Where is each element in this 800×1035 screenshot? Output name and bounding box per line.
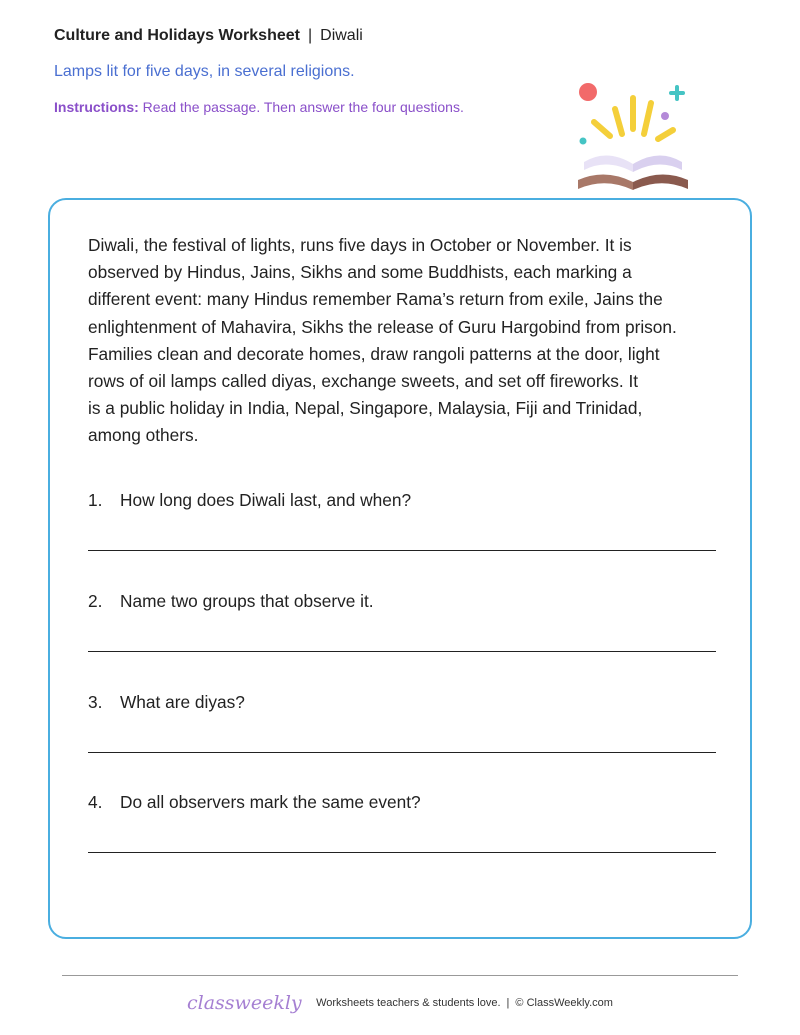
footer-tagline	[316, 997, 613, 1009]
answer-line-2[interactable]	[88, 651, 716, 652]
question-text: Name two groups that observe it.	[120, 591, 374, 611]
passage-line: observed by Hindus, Jains, Sikhs and some Buddhists, each marking a	[88, 262, 632, 283]
instructions	[54, 98, 574, 116]
question-text: Do all observers mark the same event?	[120, 792, 421, 812]
worksheet-title: Culture and Holidays Worksheet	[54, 27, 300, 44]
passage-line: Families clean and decorate homes, draw rangoli patterns at the door, light	[88, 343, 660, 364]
title-line	[54, 26, 574, 46]
footer-separator: |	[506, 997, 510, 1009]
passage-line: rows of oil lamps called diyas, exchange sweets, and set off fireworks. It	[88, 371, 639, 392]
answer-line-1[interactable]	[88, 550, 716, 551]
red-dot	[579, 83, 597, 101]
passage-line: Diwali, the festival of lights, runs five days in October or November. It is	[88, 235, 632, 255]
copyright: © ClassWeekly.com	[515, 997, 613, 1009]
question-text: How long does Diwali last, and when?	[120, 490, 412, 510]
open-book-with-sparkles-icon	[572, 76, 696, 200]
question-number: 4.	[88, 792, 103, 812]
passage-line: enlightenment of Mahavira, Sikhs the release of Guru Hargobind from prison.	[88, 316, 677, 337]
footer-divider	[62, 975, 738, 976]
passage	[88, 232, 728, 450]
brand-logo: classweekly	[187, 992, 302, 1014]
question-number: 1.	[88, 490, 103, 510]
title-separator: |	[307, 27, 313, 44]
question-3	[88, 691, 716, 713]
question-number: 2.	[88, 591, 103, 611]
worksheet-header	[54, 26, 574, 116]
answer-line-3[interactable]	[88, 752, 716, 753]
worksheet-subtitle: Lamps lit for five days, in several religions.	[54, 63, 355, 80]
passage-line: different event: many Hindus remember Rama’s return from exile, Jains the	[88, 289, 663, 310]
passage-card	[48, 198, 752, 939]
question-4	[88, 791, 716, 813]
answer-line-4[interactable]	[88, 852, 716, 853]
teal-plus	[669, 85, 685, 101]
sparkle-rays	[594, 98, 673, 139]
question-number: 3.	[88, 692, 103, 712]
question-text: What are diyas?	[120, 692, 245, 712]
question-1	[88, 489, 716, 511]
instructions-label: Instructions:	[54, 99, 139, 115]
footer	[0, 992, 800, 1014]
worksheet-topic: Diwali	[320, 27, 363, 44]
instructions-text: Read the passage. Then answer the four questions.	[142, 99, 464, 115]
passage-line: among others.	[88, 425, 199, 446]
tagline-text: Worksheets teachers & students love.	[316, 997, 501, 1009]
question-2	[88, 590, 716, 612]
passage-line: is a public holiday in India, Nepal, Singapore, Malaysia, Fiji and Trinidad,	[88, 398, 643, 419]
